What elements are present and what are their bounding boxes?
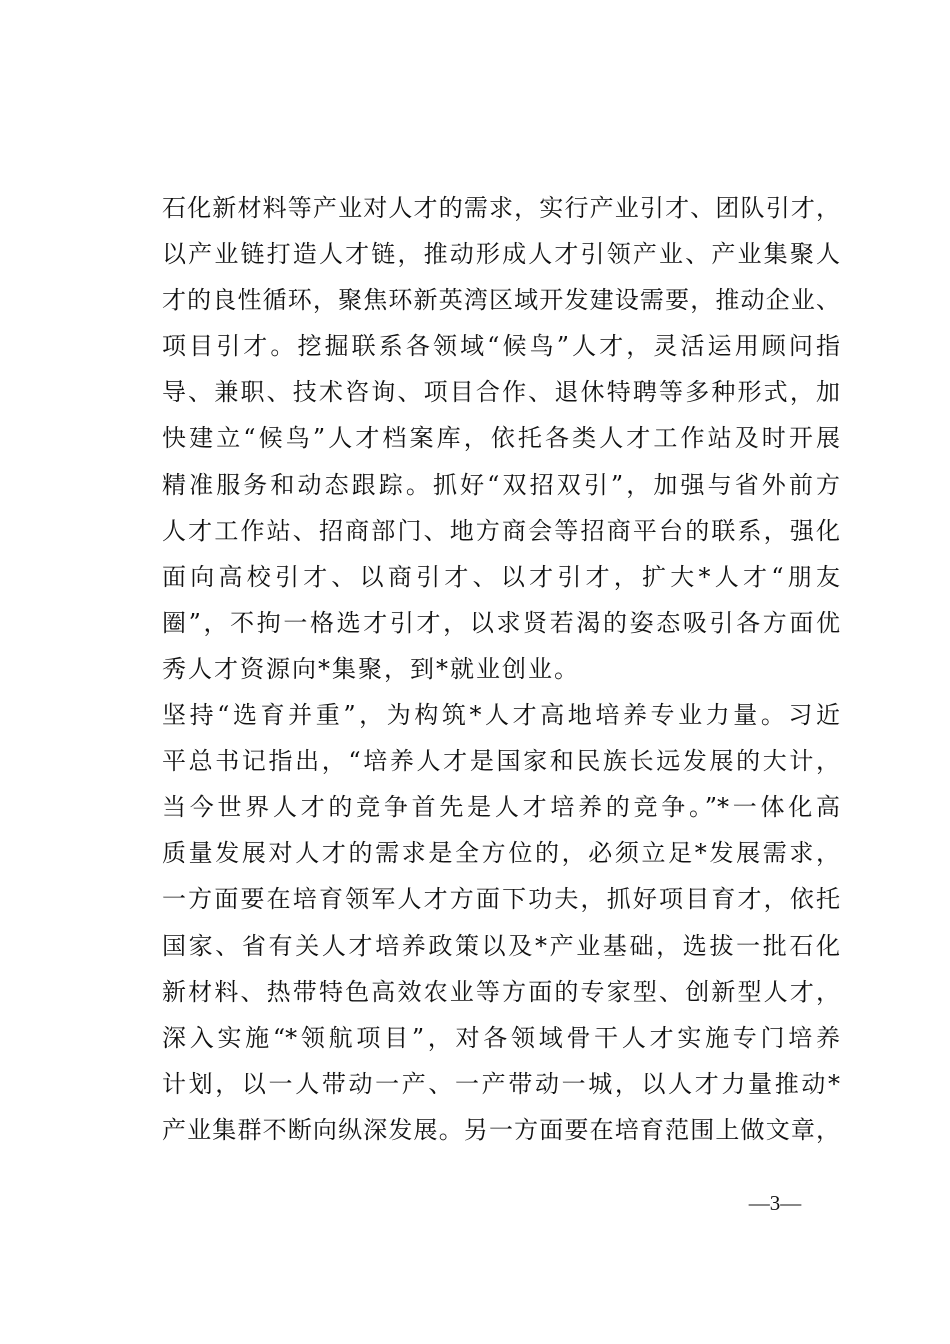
text-line: 一方面要在培育领军人才方面下功夫，抓好项目育才，依托 bbox=[162, 885, 840, 914]
text-line: 计划，以一人带动一产、一产带动一城，以人才力量推动* bbox=[162, 1069, 840, 1098]
text-line: 石化新材料等产业对人才的需求，实行产业引才、团队引才， bbox=[162, 194, 840, 222]
text-line: 人才工作站、招商部门、地方商会等招商平台的联系，强化 bbox=[162, 516, 840, 545]
text-line: 国家、省有关人才培养政策以及*产业基础，选拔一批石化 bbox=[162, 931, 840, 960]
page-number: —3— bbox=[748, 1191, 802, 1215]
text-line: 项目引才。挖掘联系各领域“候鸟”人才，灵活运用顾问指 bbox=[162, 332, 840, 361]
text-line: 产业集群不断向纵深发展。另一方面要在培育范围上做文章， bbox=[162, 1115, 840, 1144]
text-line: 新材料、热带特色高效农业等方面的专家型、创新型人才， bbox=[162, 977, 840, 1006]
text-line: 以产业链打造人才链，推动形成人才引领产业、产业集聚人 bbox=[162, 240, 840, 269]
text-line: 精准服务和动态跟踪。抓好“双招双引”，加强与省外前方 bbox=[162, 470, 840, 499]
text-line: 质量发展对人才的需求是全方位的，必须立足*发展需求， bbox=[162, 839, 840, 868]
text-line: 导、兼职、技术咨询、项目合作、退休特聘等多种形式，加 bbox=[162, 378, 840, 407]
text-line: 秀人才资源向*集聚，到*就业创业。 bbox=[162, 654, 580, 683]
text-line: 面向高校引才、以商引才、以才引才，扩大*人才“朋友 bbox=[162, 562, 840, 591]
text-line: 坚持“选育并重”，为构筑*人才高地培养专业力量。习近 bbox=[162, 701, 840, 730]
body-text bbox=[162, 185, 840, 1153]
text-line: 深入实施“*领航项目”，对各领域骨干人才实施专门培养 bbox=[162, 1023, 840, 1052]
text-line: 平总书记指出，“培养人才是国家和民族长远发展的大计， bbox=[162, 747, 840, 776]
text-line: 快建立“候鸟”人才档案库，依托各类人才工作站及时开展 bbox=[162, 424, 840, 453]
text-line: 圈”，不拘一格选才引才，以求贤若渴的姿态吸引各方面优 bbox=[162, 608, 840, 637]
text-line: 才的良性循环，聚焦环新英湾区域开发建设需要，推动企业、 bbox=[162, 286, 840, 315]
text-line: 当今世界人才的竞争首先是人才培养的竞争。”*一体化高 bbox=[162, 793, 840, 822]
